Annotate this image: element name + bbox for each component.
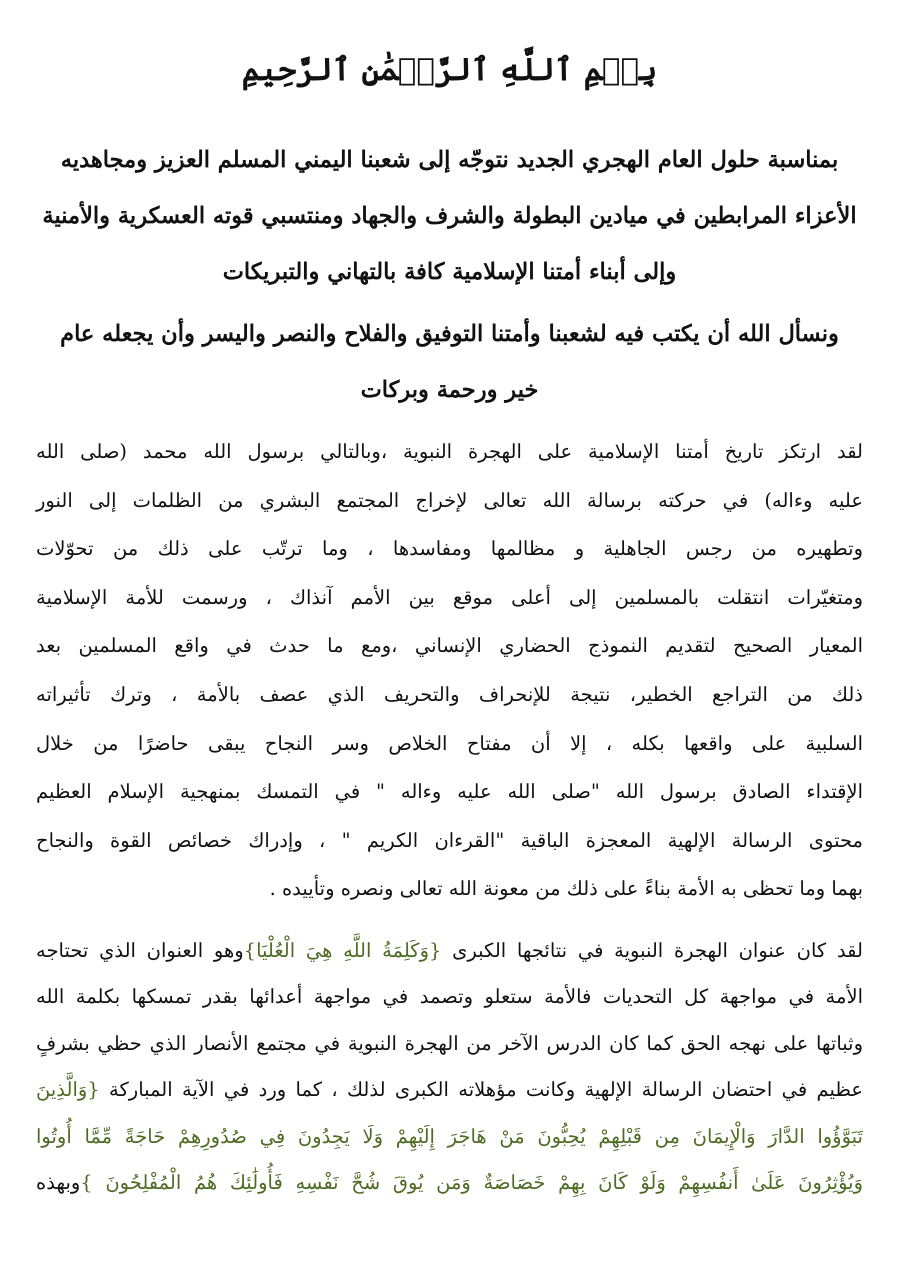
paragraph-line: السلبية على واقعها بكله ، إلا أن مفتاح الخلاص وسر النجاح يبقى حاضرًا من خلال	[36, 731, 863, 755]
paragraph-line: بهما وما تحظى به الأمة بناءً على ذلك من معونة الله تعالى ونصره وتأييده .	[269, 877, 863, 901]
paragraph-hijra-history	[36, 428, 863, 914]
paragraph-line	[36, 1160, 863, 1207]
wish-line: خير ورحمة وبركات	[360, 377, 539, 403]
paragraph-text: وهو العنوان الذي تحتاجه	[36, 938, 244, 962]
greeting-line: بمناسبة حلول العام الهجري الجديد نتوجّه إلى شعبنا اليمني المسلم العزيز ومجاهديه	[60, 147, 839, 173]
greeting-line: الأعزاء المرابطين في ميادين البطولة والشرف والجهاد ومنتسبي قوته العسكرية والأمنية	[42, 203, 857, 229]
paragraph-line: المعيار الصحيح لتقديم النموذج الحضاري الإنساني ،ومع ما حدث في واقع المسلمين بعد	[36, 634, 863, 658]
paragraph-line: وثباتها على نهجه الحق كما كان الدرس الآخر من الهجرة النبوية في مجتمع الأنصار الذي حظي بشرفٍ	[36, 1031, 863, 1055]
paragraph-line: عليه وءاله) في حركته برسالة الله تعالى لإخراج المجتمع البشري من الظلمات إلى النور	[36, 488, 863, 512]
paragraph-line: الإقتداء الصادق برسول الله "صلى الله عليه وءاله " في التمسك بمنهجية الإسلام العظيم	[36, 780, 863, 804]
quran-verse: وَيُؤْثِرُونَ عَلَىٰ أَنفُسِهِمْ وَلَوْ كَانَ بِهِمْ خَصَاصَةٌ وَمَن يُوقَ شُحَّ نَفْسِهِ فَأُولَٰئِكَ هُمُ الْمُفْلِحُونَ }	[80, 1171, 863, 1195]
paragraph-text: عظيم في احتضان الرسالة الإلهية وكانت مؤهلاته الكبرى لذلك ، كما ورد في الآية المباركة	[109, 1078, 863, 1102]
basmala-heading: بِسۡمِ ٱللَّهِ ٱلرَّحۡمَٰنِ ٱلرَّحِيمِ	[241, 52, 658, 88]
paragraph-hijra-lessons	[36, 928, 863, 1207]
paragraph-line	[36, 928, 863, 975]
paragraph-line: محتوى الرسالة الإلهية المعجزة الباقية "القرءان الكريم " ، وإدراك خصائص القوة والنجاح	[36, 828, 863, 852]
greeting-line: وإلى أبناء أمتنا الإسلامية كافة بالتهاني والتبريكات	[222, 259, 677, 285]
paragraph-text: وبهذه	[36, 1171, 81, 1195]
paragraph-line	[36, 1067, 863, 1114]
paragraph-text: لقد كان عنوان الهجرة النبوية في نتائجها الكبرى	[452, 938, 863, 962]
quran-verse: {وَكَلِمَةُ اللَّهِ هِيَ الْعُلْيَا}	[243, 938, 442, 962]
paragraph-line: ذلك من التراجع الخطير، نتيجة للإنحراف والتحريف الذي عصف بالأمة ، وترك تأثيراته	[36, 682, 863, 706]
paragraph-line: وتطهيره من رجس الجاهلية و مظالمها ومفاسدها ، وما ترتّب على ذلك من تحوّلات	[36, 537, 863, 561]
paragraph-line: الأمة في مواجهة كل التحديات فالأمة ستعلو وتصمد في مواجهة أعدائها بقدر تمسكها بكلمة الله	[36, 985, 863, 1009]
paragraph-line: ومتغيّرات انتقلت بالمسلمين إلى أعلى موقع بين الأمم آنذاك ، ورسمت للأمة الإسلامية	[36, 585, 863, 609]
paragraph-line: لقد ارتكز تاريخ أمتنا الإسلامية على الهجرة النبوية ،وبالتالي برسول الله محمد (صلى الله	[36, 440, 863, 463]
quran-verse-line: تَبَوَّؤُوا الدَّارَ وَالْإِيمَانَ مِن قَبْلِهِمْ يُحِبُّونَ مَنْ هَاجَرَ إِلَيْهِمْ وَلَا يَجِدُونَ فِي صُدُورِهِمْ حَاجَةً مِّمَّا أُوتُوا	[36, 1124, 863, 1148]
wish-block	[36, 306, 863, 418]
wish-line: ونسأل الله أن يكتب فيه لشعبنا وأمتنا التوفيق والفلاح والنصر واليسر وأن يجعله عام	[60, 321, 839, 347]
quran-verse: {وَالَّذِينَ	[36, 1078, 100, 1102]
greeting-block	[36, 132, 863, 300]
